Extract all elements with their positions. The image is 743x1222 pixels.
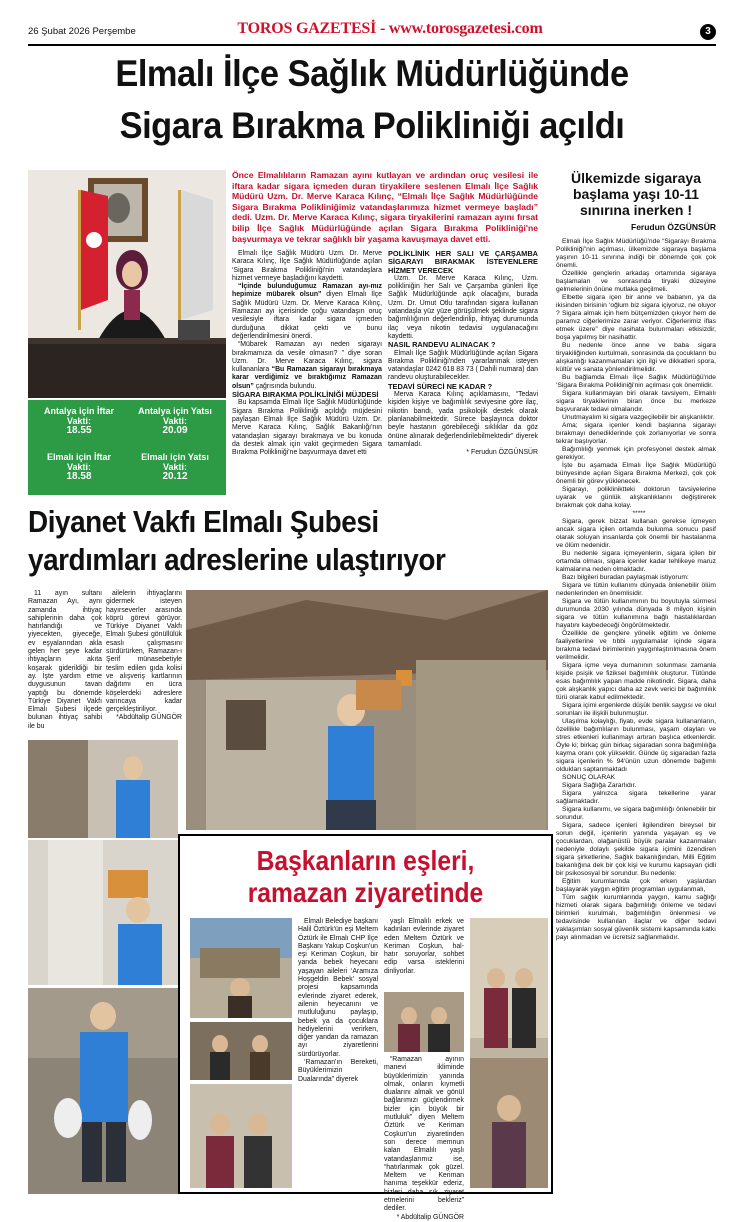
sidebar-paragraph: Sigara, gerek bizzat kullanan gerekse içmeyen ancak sigara içilen ortamda bulunma sonucu pasif olarak soluyan insanlarda çok önemli bir hastalanma ve ölüm nedenidir. <box>556 518 716 549</box>
doctor-photo-illustration <box>28 170 226 398</box>
sidebar-paragraph: Bu bağlamda Elmalı İlçe Sağlık Müdürlüğü'nde ‘Sigara Bırakma Polikliniği'nin açılması çok önemlidir. <box>556 374 716 389</box>
visit-photo-5 <box>470 918 548 1188</box>
article3-column2 <box>384 918 464 976</box>
article2-headline-line2: yardımları adreslerine ulaştırıyor <box>28 542 446 577</box>
visit-photo-3-illustration <box>190 1084 292 1188</box>
header-rule <box>28 44 716 46</box>
article1-column2 <box>388 250 538 457</box>
visit-photo-1 <box>190 918 292 1018</box>
paragraph: ‘Ramazan'ın Bereketi, Büyüklerimizin Dualarında” diyerek <box>298 1059 378 1083</box>
paragraph: Elmalı İlçe Sağlık Müdürü Uzm. Dr. Merve Karaca Kılınç, İlçe Sağlık Müdürlüğünde açılan ‘Sigara Bırakma Polikliniği'nin vatandaşlara hizmet vermeye başladığını kaydetti. <box>232 250 382 282</box>
masthead-title[interactable]: TOROS GAZETESİ - www.torosgazetesi.com <box>237 20 543 37</box>
sidebar-paragraph: Sigara kullanımı, ve sigara bağımlılığı önlenebilir bir sorundur. <box>556 806 716 821</box>
sidebar-paragraph: Sigara içme veya dumanının solunması zamanla kişide psişik ve fiziksel bağımlılık oluşturur. Tütünde esas bağımlılık yapan madde nikotindir. Sigara, daha çok alışkanlık yapıcı daha az zevk verici bir bağımlılık türü olarak kabul edilmektedir. <box>556 662 716 701</box>
paragraph <box>232 341 382 391</box>
article2-headline-line1: Diyanet Vakfı Elmalı Şubesi <box>28 504 379 539</box>
article2-column1 <box>28 590 102 731</box>
quote-bold: “İçinde bulunduğumuz Ramazan ayı-mız hepimize mübarek olsun” <box>232 283 382 299</box>
diyanet-main-photo <box>186 590 548 830</box>
byline: *Abdültalip GÜNGÖR <box>116 714 182 722</box>
iftar-value: 20.09 <box>162 425 188 436</box>
article3-column1 <box>298 918 378 1084</box>
sidebar-paragraph: Sigara yalnızca sigara tekellerine yarar sağlamaktadır. <box>556 790 716 805</box>
byline: * Ferudun ÖZGÜNSÜR <box>466 449 538 457</box>
diyanet-photo-2-illustration <box>28 740 178 838</box>
sidebar-paragraph: Elbette sigara içen bir anne ve babanın, ya da ikisinden birisinin ‘oğlum biz sigara içiyoruz, ne oluyor ? Sigara almak için hem bütçemizden çıkıyor hem de paramız ciğerlerimize zarar veriyor. Ciğerlerimiz iflas etmek üzere” diye nasihata bulunmaları etkisizdir, boşa yapılmış bir nasihattir. <box>556 294 716 341</box>
yatsi-time-antalya <box>130 406 220 436</box>
diyanet-photo-4 <box>28 988 178 1194</box>
sidebar-paragraph: Sigara Sağlığa Zararlıdır. <box>562 782 637 789</box>
sidebar-paragraph: Sigara kullanmayan biri olarak tavsiyem, Elmalılı sigara tiryakilerinin biran önce bu merkeze başvurarak tedavi olmalarıdır. <box>556 390 716 413</box>
subheading: SİGARA BIRAKMA POLİKLİNİĞİ MÜJDESİ <box>232 390 379 400</box>
paragraph-text: diyen Elmalı İlçe Sağlık Müdürü Uzm. Dr. Merve Karaca Kılınç, Ramazan ayı içerisinde çoğu vatandaşın oruç vesilesiyle iftara kadar sigara içmeden durduğuna dikkat çekti ve bunu değerlendirilmesini önerdi. <box>232 291 382 340</box>
iftar-label: Elmalı için İftar Vakti: <box>46 452 112 472</box>
yatsi-time-elmali <box>130 452 220 482</box>
sidebar-paragraph: Özellikle de gençlere yönelik eğitim ve önleme faaliyetlerine ve tıbbi uygulamalar içinde sigara bırakma tedavi birimlerinin yaygınlaştırılmasına önem verilmelidir. <box>556 630 716 661</box>
sidebar-paragraph: Unutmayalım ki sigara vazgeçilebilir bir alışkanlıktır. <box>562 414 715 421</box>
paragraph: ailelerin ihtiyaçlarını gidermek isteyen hayırseverler arasında köprü görevi görüyor. Türkiye Diyanet Vakfı Elmalı Şubesi gönüllülük esaslı çalışmasını sürdürürken, Ramazan-ı Şerif münasebetiyle teslim edilen gıda kolisi ve alışveriş kartlarının dağıtımı en ücra köşelerdeki adreslere varıncaya kadar gerçekleştiriliyor. <box>106 590 182 714</box>
visit-photo-2-illustration <box>190 1022 292 1080</box>
iftar-label: Elmalı için Yatsı Vakti: <box>141 452 209 472</box>
sidebar-body <box>556 238 716 942</box>
sidebar-paragraph: Sigara ve tütün kullanımı dünyada önlenebilir ölüm nedenlerinden en önemlisidir. <box>556 582 716 597</box>
subheading: NASIL RANDEVU ALINACAK ? <box>388 340 496 350</box>
iftar-times-box <box>28 400 226 495</box>
article3-headline-line2: ramazan ziyaretinde <box>247 877 484 908</box>
paragraph-text: çağrısında bulundu. <box>253 382 317 390</box>
sidebar-paragraph: Elmalı İlçe Sağlık Müdürlüğü'nde “Sigarayı Bırakma Polikliniği”nin açılması, ülkemizde sigaraya başlama yaşının 10-11 sınırına indiği bir dönemde çok çok önemli. <box>556 238 716 269</box>
sidebar-title: Ülkemizde sigaraya başlama yaşı 10-11 sınırına inerken ! <box>571 170 701 218</box>
visit-photo-3 <box>190 1084 292 1188</box>
page-number-badge: 3 <box>700 24 716 40</box>
sidebar-paragraph: Bağımlılığı yenmek için profesyonel destek almak gerekiyor. <box>556 446 716 461</box>
visit-photo-1-illustration <box>190 918 292 1018</box>
sidebar-paragraph: Tüm sağlık kurumlarında yaygın, kamu sağlığı hizmeti olarak sigara bağımlılığı önleme ve tedavi birimleri kurulmalı, bağımlılığın önlenmesi ve tedavisinde kullanılan ilaçlar ve diğer tedavi yaklaşımları sosyal güvenlik sistemi kapsamında katkı payı alınmadan ve ücretsiz sağlanmalıdır. <box>556 894 716 941</box>
diyanet-main-photo-illustration <box>186 590 548 830</box>
sidebar-paragraph: Sigarayı, polikliniktteki doktorun tavsiyelerine uyarak ve günlük alışkanlıklarını değiştirerek bırakmak çok daha kolay. <box>556 486 716 509</box>
article1-column1 <box>232 250 382 457</box>
article3-box <box>178 834 553 1221</box>
byline: * Abdültalip GÜNGÖR <box>396 1213 464 1221</box>
opinion-sidebar <box>556 170 716 1180</box>
sidebar-paragraph: Bu nedenle önce anne ve baba sigara tiryakiliğinden kurtulmalı, sonrasında da çocukların bu alışkanlığı kazanmamaları için ilgi ve dikkatleri spora, kültür ve sanata yönlendirilmelidir. <box>556 342 716 373</box>
visit-photo-4 <box>384 992 464 1052</box>
article1-headline-line1: Elmalı İlçe Sağlık Müdürlüğünde <box>115 53 629 94</box>
diyanet-photo-2 <box>28 740 178 838</box>
iftar-label: Antalya için Yatsı Vakti: <box>138 406 212 426</box>
visit-photo-4-illustration <box>384 992 464 1052</box>
paragraph: yaşlı Elmalılı erkek ve kadınları evlerinde ziyaret eden Meltem Öztürk ve Keriman Coşkun, hal-hatır soruyorlar, sohbet edip varsa isteklerini dinliyorlar. <box>384 918 464 975</box>
article3-headline-line1: Başkanların eşleri, <box>256 845 475 876</box>
iftar-value: 18.58 <box>66 471 92 482</box>
sidebar-paragraph: Eğitim kurumlarında çok erken yaşlardan başlayarak yaygın eğitim programları uygulanmalı, <box>556 878 716 893</box>
paragraph: Merva Karaca Kılınç açıklamasını, “Tedavi kişiden kişiye ve bağımlılık seviyesine göre ilaç, nikotin bandı, yada psikolojik destek olarak planlanabilmektedir. Sürece başlayınca doktor beyle hastanın görebileceği sıklıklar da göz önüne alınarak değerlendirilebilmektedir” diyerek tamamladı. <box>388 391 538 448</box>
paragraph: Elmalı İlçe Sağlık Müdürlüğünde açılan Sigara Bırakma Polikliniği'nden yararlanmak isteyen vatandaşlar 0242 618 83 73 ( Dahili numara) dan randevu oluşturabilecekler. <box>388 349 538 382</box>
diyanet-photo-3 <box>28 840 178 985</box>
paragraph: “Ramazan ayının manevi ikliminde büyüklerimizin yanında olmak, onların kıymetli dualarını almak ve gönül bağlarımızı güçlendirmek bizler için büyük bir mutluluk” diyen Meltem Öztürk ve Keriman Coşkun'un ziyaretinden son derece memnun kalan Elmalılı yaşlı vatandaşlarımız ise, “hatırlanmak çok güzel. Meltem ve Keriman hanıma teşekkür ederiz, bizleri daha sık ziyaret etmelerini bekleriz” dediler. <box>384 1056 464 1213</box>
sidebar-paragraph: İşte bu aşamada Elmalı İlçe Sağlık Müdürlüğü bünyesinde açılan Sigara Bırakma Merkezi, çok çok önemli bir görev yüklenecek. <box>556 462 716 485</box>
article2-column2 <box>106 590 182 723</box>
paragraph <box>232 283 382 341</box>
sidebar-paragraph: Bu nedenle sigara içmeyenlerin, sigara içilen bir ortamda olması, sigara içenler kadar tehlikeye maruz kalmalarına neden olmaktadır. <box>556 550 716 573</box>
iftar-value: 18.55 <box>66 425 92 436</box>
paragraph-text: “Mübarek Ramazan ayı neden sigarayı bırakmamıza da vesile olmasın? ” diye soran Uzm. Dr. Merve Karaca Kılınç, sigara kullananlara <box>232 341 382 374</box>
sidebar-paragraph: ***** <box>632 510 646 517</box>
paragraph: Uzm. Dr. Merve Karaca Kılınç, Uzm. polikliniğin her Salı ve Çarşamba günleri İlçe Sağlık Müdürlüğünde açık olacağını, burada Uzm. Dr. Umut Otlu tarafından sigara kullanan vatandaşla yüz yüze görüşülmek şeklinde sigara bağımlılığının değerlendirilip, ihtiyaç durumunda ilaç veya nikotin tedavisi uygulanacağını kaydetti. <box>388 274 538 340</box>
article3-column2b <box>384 1056 464 1222</box>
iftar-time-antalya <box>34 406 124 436</box>
article1-lead: Önce Elmalılıların Ramazan ayını kutlayan ve ardından oruç vesilesi ile iftara kadar sigara içmeden duran tiryakilere seslenen Elmalı İlçe Sağlık Müdürü Uzm. Dr. Merve Karaca Kılınç, “Elmalı İlçe Sağlık Müdürlüğünde Sigara Bırakma Polikliniğimiz vatandaşlarımıza hizmet vermeye başladı” dedi. Uzm. Dr. Merve Karaca Kılınç, sigara tiryakilerini ramazan ayını fırsat bilip İlçe Sağlık Müdürlüğünde açılan Sigara Bırakma Polikliniği'ne başvurmaya ve tekrar sağlıklı bir yaşama kavuşmaya davet etti. <box>232 170 538 244</box>
diyanet-photo-4-illustration <box>28 988 178 1194</box>
visit-photo-2 <box>190 1022 292 1080</box>
sidebar-paragraph: Sigara içimi ergenlerde düşük benlik saygısı ve okul sorunları ile ilişkili bulunmuştur. <box>556 702 716 717</box>
sidebar-paragraph: Ama; sigara içenler kendi başlarına sigarayı bırakmayı denediklerinde çok zorlanıyorlar ve sonra tekrar başlıyorlar. <box>556 422 716 445</box>
paragraph: Bu kapsamda Elmalı İlçe Sağlık Müdürlüğünde Sigara Bırakma Polikliniği açıldığı müjdesini paylaşan Elmalı İlçe Sağlık Müdürü Uzm. Dr. Merve Karaca Kılınç, Sağlık Bakanlığı'nın vatandaşları sigarayı bırakmaya ve bu konuda da destek almak için vakit geçirmeden Sigara Bırakma Polikliniği'ne başvurmaya davet etti <box>232 399 382 457</box>
quote-bold: “Bu Ramazan sigarayı bırakmaya karar verdiğimiz ve bıraktığımız Ramazan olsun” <box>232 366 382 390</box>
sidebar-paragraph: SONUÇ OLARAK <box>562 774 616 781</box>
sidebar-paragraph: Ulaşılma kolaylığı, fiyatı, evde sigara kullananların, özellikle bağımlıların bulunması, yaşam olayları ve stres etkenleri kullanmayı artıran başlıca etkenlerdir. Öyle ki; birkaç gün birkaç sigaradan sonra bağımlılığa kayma oranı çok yüksektir. Günde üç sigaradan fazla sigara içenlerin % 94'ünün uzun dönemde bağımlı oldukları saptanmaktadı <box>556 718 716 773</box>
iftar-label: Antalya için İftar Vakti: <box>43 406 115 426</box>
sidebar-paragraph: Sigara, sadece içenleri ilgilendiren bireysel bir sorun değil, içenlerin yanında yaşayan eş ve çocuklardan, olağanüstü büyük paralar kazanmaları nedeniyle dolaylı şekilde sigara içimini özendiren sigara şirketlerine, Sağlık bakanlığından, Milli Eğitim bakanlığına dek bir çok kişi ve kurumu kapsayan çidli bir psikososyal bir sorundur. Bu nedenle: <box>556 822 716 877</box>
subheading: TEDAVİ SÜRECİ NE KADAR ? <box>388 381 493 391</box>
sidebar-paragraph: Bazı bilgileri buradan paylaşmak istiyorum: <box>562 574 689 581</box>
diyanet-photo-3-illustration <box>28 840 178 985</box>
subheading: POLİKLİNİK HER SALI VE ÇARŞAMBA SİGARAYI BIRAKMAK İSTEYENLERE HİZMET VERECEK <box>388 249 538 275</box>
doctor-photo <box>28 170 226 398</box>
paragraph: Elmalı Belediye başkanı Halil Öztürk'ün eşi Meltem Öztürk ile Elmalı CHP İlçe Başkanı Yakup Coşkun'un eşi Keriman Coşkun, bir yanda bebek heyecanı yaşayan aileleri ‘Aramıza Hoşgeldin Bebek' sosyal projesi kapsamında evlerinde ziyaret ederek, ailenin heyecanını ve mutluluğunu paylaşıp, bebek ya da çocuklara hediyelerini verirken, diğer yandan da ramazan ayı ziyaretlerini sürdürüyorlar. <box>298 918 378 1058</box>
issue-date: 26 Şubat 2026 Perşembe <box>28 26 136 37</box>
article1-headline-line2: Sigara Bırakma Polikliniği açıldı <box>119 105 625 146</box>
visit-photo-5-illustration <box>470 918 548 1188</box>
sidebar-byline: Ferudun ÖZGÜNSÜR <box>631 222 716 232</box>
paragraph: 11 ayın sultanı Ramazan Ayı, aynı zamanda ihtiyaç sahiplerinin daha çok hatırlandığı ve yiyecekten, giyeceğe, ev eşyalarından akla gelen her şeye kadar ihtiyaçların akıta koşarak giderildiği bir ay. İşte yardım etme duygusunun tavan yaptığı bu dönemde Türkiye Diyanet Vakfı Elmalı Şubesi ilçede bulunan ihtiyaç sahibi ile bu <box>28 590 102 730</box>
sidebar-paragraph: Özellikle gençlerin arkadaş ortamında sigaraya başlamaları ve sonrasında tiryaki düzeyine gelmelerinin önüne mutlaka geçilmeli. <box>556 270 716 293</box>
sidebar-paragraph: Sigara ve tütün kullanımının bu boyutuyla sürmesi durumunda 2030 yılında dünyada 8 milyon kişinin sigara ve tütün kullanımına bağlı hastalıklardan hayatını kaybedeceği öngörülmektedir. <box>556 598 716 629</box>
iftar-time-elmali <box>34 452 124 482</box>
iftar-value: 20.12 <box>162 471 188 482</box>
